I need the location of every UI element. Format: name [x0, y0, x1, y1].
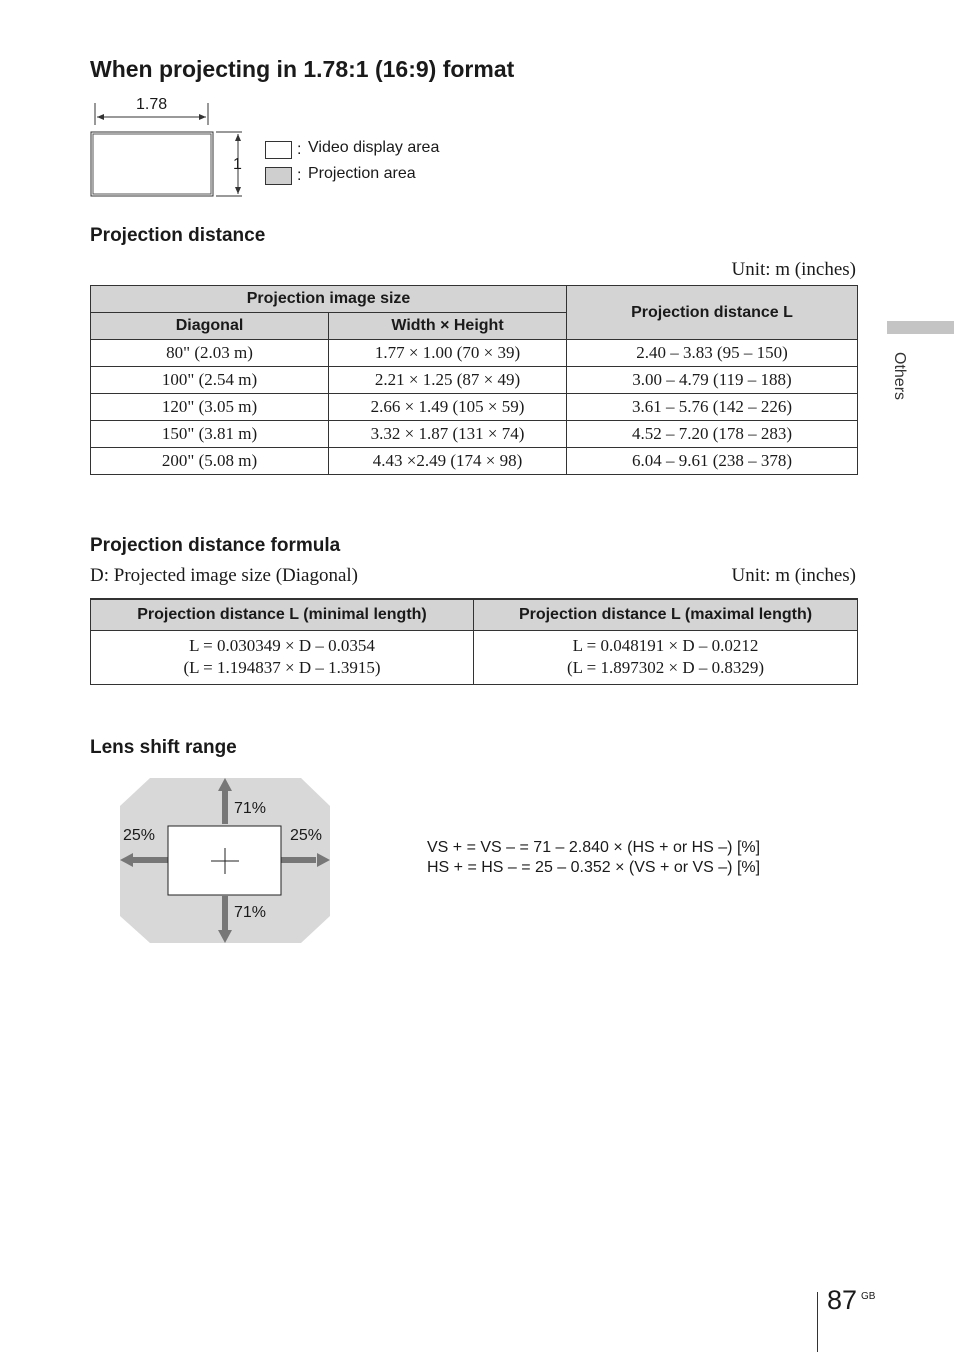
- header-min-length: Projection distance L (minimal length): [91, 599, 474, 630]
- page-title: When projecting in 1.78:1 (16:9) format: [90, 56, 515, 82]
- header-width-height: Width × Height: [329, 313, 567, 340]
- page-number-rule: [817, 1292, 818, 1352]
- legend-separator-1: :: [297, 141, 302, 158]
- height-label: 1: [233, 156, 242, 173]
- cell-distance: 3.00 – 4.79 (119 – 188): [567, 367, 858, 394]
- cell-width-height: 2.21 × 1.25 (87 × 49): [329, 367, 567, 394]
- cell-width-height: 1.77 × 1.00 (70 × 39): [329, 340, 567, 367]
- shift-up-label: 71%: [234, 800, 267, 817]
- table-row: [91, 421, 858, 448]
- projection-distance-heading: Projection distance: [90, 225, 266, 246]
- formula-d-note: D: Projected image size (Diagonal): [90, 565, 359, 586]
- cell-width-height: 2.66 × 1.49 (105 × 59): [329, 394, 567, 421]
- max-formula-line-1: L = 0.048191 × D – 0.0212: [572, 636, 759, 655]
- section-tab: [887, 321, 954, 334]
- shift-down-label: 71%: [234, 904, 267, 921]
- lens-shift-heading: Lens shift range: [90, 737, 237, 758]
- max-formula-line-2: (L = 1.897302 × D – 0.8329): [566, 658, 765, 677]
- header-image-size: Projection image size: [91, 286, 567, 313]
- hs-formula: HS + = HS – = 25 – 0.352 × (VS + or VS –) [%]: [427, 859, 761, 876]
- cell-diagonal: 120" (3.05 m): [91, 394, 329, 421]
- legend-separator-2: :: [297, 167, 302, 184]
- shift-right-label: 25%: [290, 827, 323, 844]
- vs-formula: VS + = VS – = 71 – 2.840 × (HS + or HS –) [%]: [427, 839, 761, 856]
- cell-min-formula: [91, 630, 474, 684]
- min-formula-line-2: (L = 1.194837 × D – 1.3915): [183, 658, 381, 677]
- page-suffix: GB: [861, 1291, 876, 1302]
- formula-unit: Unit: m (inches): [731, 565, 856, 586]
- formula-table: [90, 598, 858, 685]
- header-diagonal: Diagonal: [91, 313, 329, 340]
- cell-diagonal: 150" (3.81 m): [91, 421, 329, 448]
- section-label: Others: [891, 352, 908, 401]
- header-max-length: Projection distance L (maximal length): [474, 599, 858, 630]
- page-number: 87: [827, 1285, 858, 1315]
- table-row: [91, 394, 858, 421]
- cell-width-height: 4.43 ×2.49 (174 × 98): [329, 448, 567, 475]
- cell-max-formula: [474, 630, 858, 684]
- cell-diagonal: 80" (2.03 m): [91, 340, 329, 367]
- formula-heading: Projection distance formula: [90, 535, 341, 556]
- cell-distance: 4.52 – 7.20 (178 – 283): [567, 421, 858, 448]
- table-row: [91, 367, 858, 394]
- cell-diagonal: 100" (2.54 m): [91, 367, 329, 394]
- table-row: [91, 340, 858, 367]
- format-diagram: [85, 95, 250, 205]
- cell-distance: 2.40 – 3.83 (95 – 150): [567, 340, 858, 367]
- legend-swatch-video: [265, 141, 292, 159]
- cell-diagonal: 200" (5.08 m): [91, 448, 329, 475]
- width-label: 1.78: [136, 96, 168, 113]
- projection-distance-unit: Unit: m (inches): [731, 259, 856, 280]
- cell-distance: 3.61 – 5.76 (142 – 226): [567, 394, 858, 421]
- header-distance: Projection distance L: [567, 286, 858, 340]
- legend-label-projection: Projection area: [308, 165, 416, 182]
- min-formula-line-1: L = 0.030349 × D – 0.0354: [189, 636, 375, 655]
- legend-swatch-projection: [265, 167, 292, 185]
- projection-distance-table: [90, 285, 858, 475]
- shift-left-label: 25%: [123, 827, 156, 844]
- legend-label-video: Video display area: [308, 139, 440, 156]
- lens-shift-diagram: [115, 772, 335, 948]
- table-row: [91, 448, 858, 475]
- cell-distance: 6.04 – 9.61 (238 – 378): [567, 448, 858, 475]
- cell-width-height: 3.32 × 1.87 (131 × 74): [329, 421, 567, 448]
